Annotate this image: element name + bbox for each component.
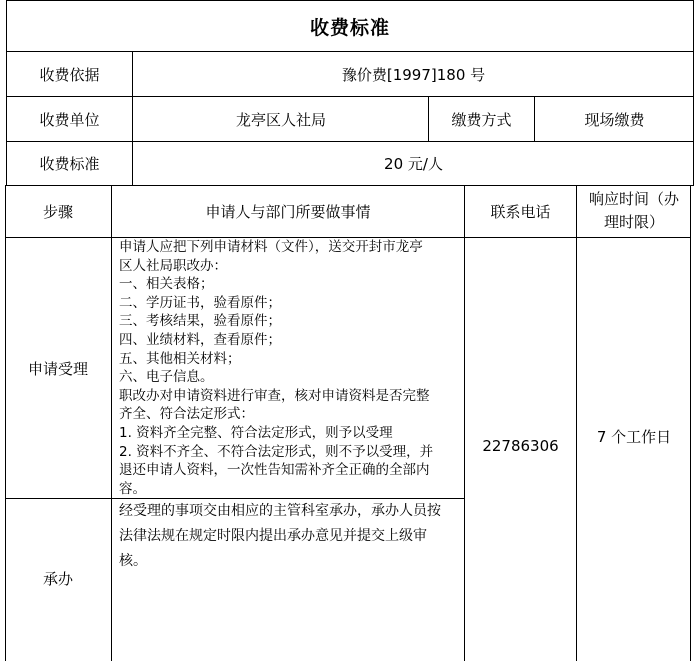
matter-line: 退还申请人资料，一次性告知需补齐全正确的全部内: [119, 462, 430, 479]
matter-line: 一、相关表格；: [119, 276, 214, 293]
time-limit-value: 7 个工作日: [596, 427, 672, 446]
step-accept: 申请受理: [27, 359, 88, 378]
step-accept-matters: [119, 238, 462, 498]
header-matters: 申请人与部门所要做事情: [205, 202, 371, 221]
matter-line: 齐全、符合法定形式：: [119, 406, 254, 423]
matter-line: 六、电子信息。: [119, 369, 214, 386]
step-handle: 承办: [42, 569, 73, 588]
fee-basis-value: 豫价费[1997]180 号: [341, 66, 486, 84]
header-step: 步骤: [42, 202, 73, 221]
matter-line: 二、学历证书，验看原件；: [119, 294, 281, 311]
matter-line: 容。: [119, 480, 146, 497]
header-time-limit: [577, 185, 691, 237]
matter-line: 四、业绩材料，查看原件；: [119, 331, 281, 348]
matter-line: 1. 资料齐全完整、符合法定形式，则予以受理: [119, 424, 393, 441]
matter-line: 经受理的事项交由相应的主管科室承办，承办人员按: [119, 503, 441, 519]
header-phone: 联系电话: [490, 202, 551, 221]
matter-line: 五、其他相关材料；: [119, 350, 241, 367]
contact-phone: 22786306: [482, 437, 559, 455]
fee-table-title: 收费标准: [309, 16, 390, 39]
header-time-line1: 响应时间（办: [588, 190, 679, 208]
fee-unit-value: 龙亭区人社局: [235, 110, 326, 129]
fee-unit-label: 收费单位: [39, 110, 100, 129]
matter-line: 职改办对申请资料进行审查，核对申请资料是否完整: [119, 387, 430, 404]
matter-line: 核。: [119, 553, 147, 569]
fee-method-label: 缴费方式: [451, 110, 512, 129]
matter-line: 申请人应把下列申请材料（文件），送交开封市龙亭: [119, 239, 423, 255]
matter-line: 区人社局职改办：: [119, 257, 227, 274]
fee-standard-value: 20 元/人: [384, 155, 443, 173]
fee-standard-label: 收费标准: [39, 155, 100, 173]
header-time-line2: 理时限）: [603, 213, 664, 231]
matter-line: 法律法规在规定时限内提出承办意见并提交上级审: [119, 528, 427, 544]
step-handle-matters: [119, 499, 462, 574]
fee-basis-label: 收费依据: [39, 66, 100, 84]
fee-method-value: 现场缴费: [584, 110, 645, 129]
divider: [111, 185, 112, 661]
matter-line: 2. 资料不齐全、不符合法定形式，则不予以受理，并: [119, 443, 434, 460]
matter-line: 三、考核结果，验看原件；: [119, 313, 281, 330]
